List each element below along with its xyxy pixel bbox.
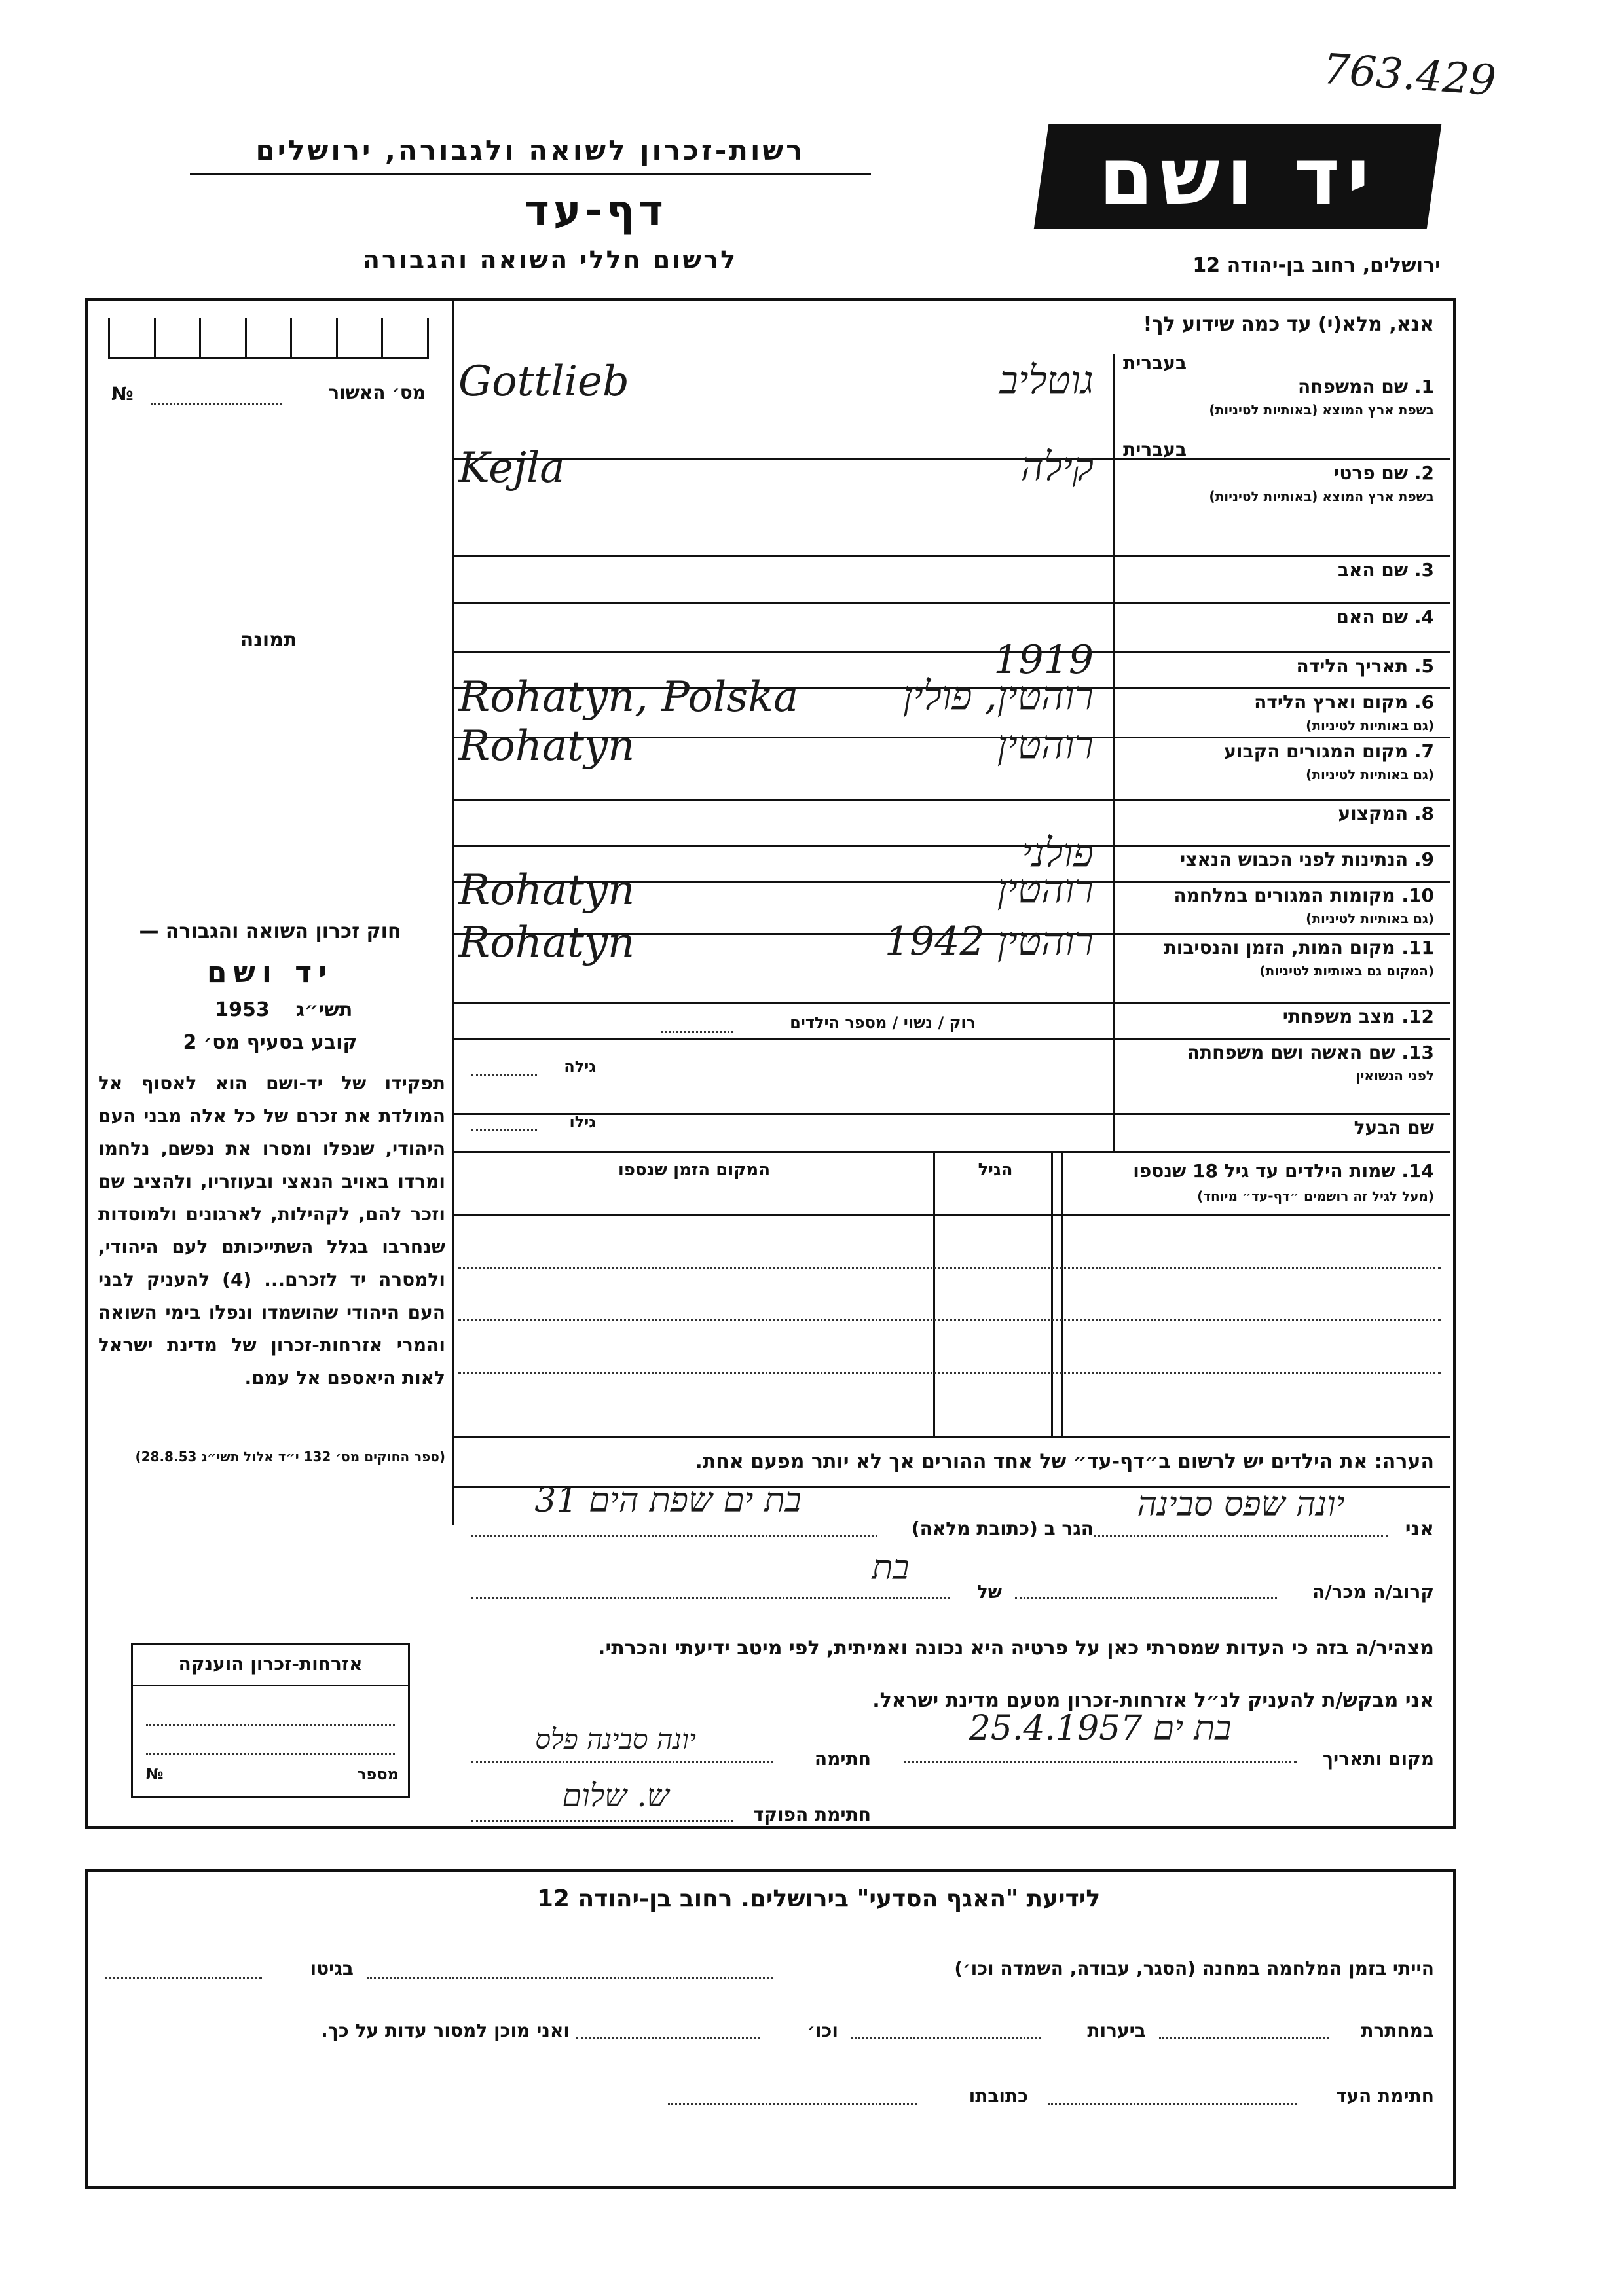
footer-title: לידיעת "האגף הסדעי" בירושלים. רחוב בן-יהודה 12 [536, 1886, 1101, 1912]
name-line [1094, 1535, 1388, 1537]
children-row-3 [458, 1372, 1441, 1374]
place-date-label: מקום ותאריך [1322, 1748, 1434, 1770]
children-header-line [452, 1214, 1450, 1216]
field-label-text: שם המשפחה [1298, 376, 1409, 397]
husband-age-label: גילו [569, 1113, 596, 1131]
footer-line3-fill-a [1048, 2103, 1297, 2105]
field-label [1123, 884, 1434, 906]
relative-line [1015, 1597, 1277, 1599]
declaration-relation: בת [872, 1548, 910, 1588]
field-handwritten-hebrew: רוהטין, פולין [902, 673, 1094, 719]
footer-line2-fill-b [851, 2037, 1041, 2039]
declaration-resides: הגר ב (כתובת מלאה) [911, 1518, 1094, 1539]
footer-line1-end: בגיטו [310, 1958, 354, 1979]
logo-text: יד ושם [1099, 131, 1376, 223]
citizenship-box-line-1 [146, 1724, 395, 1726]
children-title: שמות הילדים עד גיל 18 שנספו [1133, 1160, 1395, 1182]
registration-label: מס׳ האשור [328, 382, 426, 403]
field-handwritten-latin: Rohatyn [458, 722, 635, 771]
field-number: 4. [1414, 606, 1434, 628]
field-handwritten-hebrew: רוהטין 1942 [884, 919, 1094, 964]
field-handwritten-hebrew: פולני [1021, 830, 1094, 876]
field-sub-label: (גם באותיות לטיניות) [1306, 718, 1434, 733]
declaration-request: אני מבקש/ת להעניק לנ״ל אזרחות-זכרון מטעם מדינת ישראל. [872, 1689, 1434, 1712]
field-sub-label: בשפת ארץ המוצא (באותיות לטיניות) [1209, 488, 1434, 504]
field-label [1123, 1117, 1434, 1139]
citizenship-box-title: אזרחות-זכרון הוענקה [178, 1653, 363, 1675]
signature-value: יונה סבינה פלס [535, 1723, 696, 1755]
field-number: 3. [1414, 559, 1434, 581]
field-sub-label: בשפת ארץ המוצא (באותיות לטיניות) [1209, 402, 1434, 418]
field-handwritten-latin: Rohatyn [458, 866, 635, 915]
field-label-text: מצב משפחתי [1282, 1006, 1395, 1027]
children-place-col: המקום הזמן שנספו [618, 1160, 771, 1180]
intro-text: אנא, מלא(י) עד כמה שידוע לך! [1143, 313, 1434, 336]
children-top-border [452, 1151, 1450, 1153]
signature-label: חתימה [814, 1748, 871, 1770]
yad-vashem-logo [1034, 124, 1441, 229]
left-column-divider [452, 298, 454, 1525]
marital-options: רוק / נשוי / מספר הילדים [790, 1013, 976, 1032]
field-label-text: מקום המות, הזמן והנסיבות [1164, 937, 1395, 958]
field-number: 12. [1401, 1006, 1434, 1027]
field-hebrew-tag: בעברית [1123, 352, 1187, 374]
law-name: יד ושם [206, 956, 334, 989]
footer-line3-b: כתובתו [969, 2085, 1028, 2107]
wife-age-line [471, 1074, 537, 1076]
footer-line2-c: וכו׳ [807, 2020, 838, 2041]
footer-line2-end: ואני מוכן למסור עדות על כך. [321, 2020, 570, 2041]
field-label [1123, 606, 1434, 628]
footer-line1-fill-2 [105, 1977, 262, 1979]
footer-line1-fill [367, 1977, 773, 1979]
place-date-value: בת ים 25.4.1957 [969, 1709, 1232, 1748]
field-label-text: שם האשה ושם משפחתה [1187, 1042, 1395, 1063]
field-hebrew-tag: בעברית [1123, 439, 1187, 460]
children-bottom-border [452, 1436, 1450, 1438]
field-label [1123, 691, 1434, 713]
law-reference: (ספר החוקים מס׳ 132 י״ד אלול תשי״ג 28.8.53) [135, 1449, 445, 1465]
field-label-text: תאריך הלידה [1296, 655, 1409, 677]
field-number: 6. [1414, 691, 1434, 713]
field-number: 7. [1414, 740, 1434, 762]
law-section: קובע בסעיף מס׳ 2 [183, 1031, 358, 1054]
citizenship-box-number: № [146, 1766, 164, 1783]
citizenship-box-line-2 [146, 1753, 395, 1755]
footer-line2-fill-a [1159, 2037, 1329, 2039]
marital-age-label: גילה [564, 1057, 596, 1076]
field-sub-label: (גם באותיות לטיניות) [1306, 911, 1434, 926]
field-label [1123, 1042, 1434, 1063]
of-line [471, 1597, 950, 1599]
field-handwritten-hebrew: רוהטין [997, 866, 1094, 912]
citizenship-box-divider [133, 1685, 408, 1686]
declaration-relative: קרוב/ה מכר/ה [1312, 1581, 1434, 1603]
field-label [1123, 803, 1434, 824]
field-label-text: שם פרטי [1334, 462, 1409, 484]
field-label [1123, 1006, 1434, 1027]
authority-line: רשות-זכרון לשואה ולגבורה, ירושלים [255, 134, 805, 166]
field-label [1123, 559, 1434, 581]
field-number: 2. [1414, 462, 1434, 484]
address-line: ירושלים, רחוב בן-יהודה 12 [1192, 254, 1441, 277]
field-row-border [452, 799, 1450, 801]
form-subtitle: לרשום חללי השואה והגבורה [362, 246, 738, 274]
husband-age-line [471, 1129, 537, 1131]
field-row-border [452, 1038, 1450, 1040]
declaration-name: יונה שפס סבינה [1137, 1485, 1345, 1524]
field-label-text: שם הבעל [1354, 1117, 1434, 1139]
field-number: 10. [1401, 884, 1434, 906]
officer-label: חתימת הפוקד [752, 1804, 871, 1825]
field-row-border [452, 602, 1450, 604]
photo-label: תמונה [240, 629, 297, 651]
children-row-1 [458, 1267, 1441, 1269]
field-handwritten-hebrew: קילה [1020, 444, 1094, 490]
footer-line2-a: במחתרת [1361, 2020, 1434, 2041]
registration-no: № [111, 383, 134, 405]
note-text: הערה: את הילדים יש לרשום ב״דף-עד״ של אחד ההורים אך לא יותר מפעם אחת. [695, 1450, 1434, 1473]
field-label-text: מקום המגורים הקבוע [1224, 740, 1409, 762]
officer-signature: ש. שלום [562, 1777, 669, 1814]
field-label-text: מקומות המגורים במלחמה [1173, 884, 1395, 906]
field-sub-label: לפני הנשואין [1356, 1068, 1434, 1084]
field-label [1123, 655, 1434, 677]
field-number: 11. [1401, 937, 1434, 958]
field-handwritten-latin: Rohatyn, Polska [458, 673, 799, 721]
footer-line2-fill-c [576, 2037, 760, 2039]
footer-line1: הייתי בזמן המלחמה במחנה (הסגר, עבודה, השמדה וכו׳) [954, 1958, 1434, 1979]
authority-underline [190, 173, 871, 175]
footer-line3-fill-b [668, 2103, 917, 2105]
children-row-2 [458, 1319, 1441, 1321]
children-col-3 [1061, 1151, 1063, 1436]
field-label-text: שם האם [1336, 606, 1409, 628]
field-number: 1. [1414, 376, 1434, 397]
field-handwritten-hebrew: 1919 [993, 637, 1094, 683]
field-row-border [452, 1113, 1450, 1115]
field-sub-label: (גם באותיות לטיניות) [1306, 767, 1434, 782]
registration-boxes [108, 318, 429, 359]
footer-line3-a: חתימת העד [1335, 2085, 1434, 2107]
form-title: דף-עד [525, 187, 667, 235]
field-label [1123, 937, 1434, 958]
children-num: 14. [1401, 1160, 1434, 1182]
field-label-text: מקום וארץ הלידה [1254, 691, 1409, 713]
field-number: 8. [1414, 803, 1434, 824]
field-label [1123, 848, 1434, 870]
children-sub: (מעל לגיל זה רושמים ״דף-עד״ מיוחד) [1197, 1188, 1434, 1204]
declaration-address: בת ים שפת הים 31 [534, 1481, 802, 1520]
address-line [471, 1535, 877, 1537]
law-year: 1953 [215, 998, 270, 1021]
field-label-text: הנתינות לפני הכבוש הנאצי [1180, 848, 1409, 870]
declaration-i: אני [1405, 1518, 1434, 1540]
field-number: 13. [1401, 1042, 1434, 1063]
field-label-text: המקצוע [1338, 803, 1409, 824]
signature-line [471, 1761, 773, 1763]
field-handwritten-hebrew: גוטליב [999, 357, 1094, 403]
archive-number: 763.429 [1321, 45, 1498, 106]
law-title: חוק זכרון השואה והגבורה — [139, 920, 401, 943]
field-label [1123, 462, 1434, 484]
field-handwritten-latin: Kejla [458, 444, 565, 492]
declaration-of: של [976, 1581, 1002, 1603]
field-number: 5. [1414, 655, 1434, 677]
marital-line [661, 1031, 733, 1033]
field-sub-label: (המקום גם באותיות לטיניות) [1259, 963, 1434, 979]
field-handwritten-hebrew: רוהטין [997, 722, 1094, 768]
officer-line [471, 1820, 733, 1822]
citizenship-box [131, 1643, 410, 1798]
field-handwritten-latin: Rohatyn [458, 919, 635, 967]
field-row-border [452, 1002, 1450, 1004]
field-label [1123, 740, 1434, 762]
citizenship-box-number-label: מספר [357, 1765, 399, 1783]
field-row-border [452, 555, 1450, 557]
place-date-line [904, 1761, 1297, 1763]
children-col-2 [1051, 1151, 1053, 1436]
field-number: 9. [1414, 848, 1434, 870]
children-age-col: הגיל [978, 1160, 1013, 1180]
children-col-1 [933, 1151, 935, 1436]
field-handwritten-latin: Gottlieb [458, 357, 629, 406]
law-year-hebrew: תשי״ג [295, 998, 353, 1021]
registration-line [151, 403, 282, 405]
field-label [1123, 376, 1434, 397]
footer-line2-b: ביערות [1087, 2020, 1146, 2041]
children-label [1074, 1160, 1434, 1182]
law-text: תפקידו של יד-ושם הוא לאסוף אל המולדת את זכרם של כל אלה מבני העם היהודי, שנפלו ומסרו את נפשם, נלחמו ומרדו באויב הנאצי ובעוזריו, ולהציב שם וזכר להם, לקהילות, לארגונים ולמוסדות שנחרבו בגלל השתייכותם לעם היהודי, ולמסרה יד לזכרם... (4) להעניק לבני העם היהודי שהושמדו ונפלו בימי השואה והמרי אזרחות-זכרון של מדינת ישראל לאות היאספם אל עמם. [98, 1072, 445, 1389]
label-column-divider [1113, 354, 1115, 1152]
declaration-statement: מצהיר/ה בזה כי העדות שמסרתי כאן על פרטיה היא נכונה ואמיתית, לפי מיטב ידיעתי והכרתי. [598, 1637, 1434, 1660]
field-label-text: שם האב [1337, 559, 1409, 581]
